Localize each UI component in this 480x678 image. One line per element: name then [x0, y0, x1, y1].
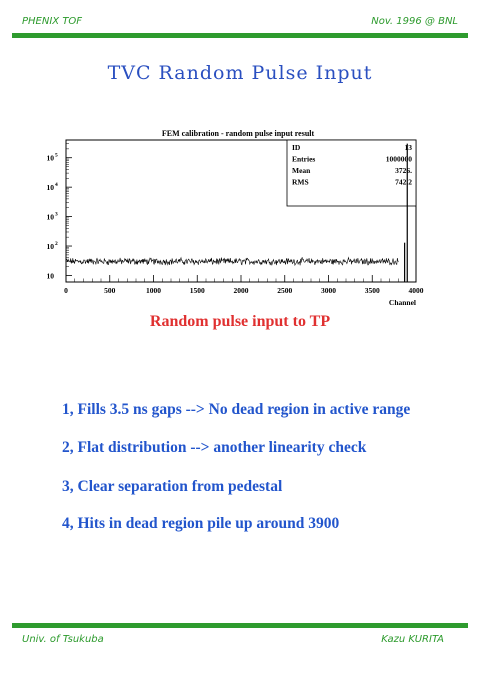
x-tick-label: 2500	[277, 286, 293, 295]
plot-title: FEM calibration - random pulse input result	[161, 129, 315, 138]
stats-value: 13	[404, 143, 412, 152]
bullet-2: 2, Flat distribution --> another linearity check	[62, 439, 367, 456]
page-title: TVC Random Pulse Input	[107, 62, 373, 84]
y-tick-exponent: 4	[55, 182, 58, 189]
histogram-chart	[0, 0, 480, 320]
y-tick-exponent: 3	[55, 211, 58, 218]
x-tick-label: 4000	[408, 286, 424, 295]
stats-value: 742.2	[395, 177, 412, 187]
y-tick-exponent: 5	[55, 152, 58, 159]
footer-right: Kazu KURITA	[381, 634, 444, 645]
stats-box	[287, 140, 416, 206]
histogram-series	[66, 258, 398, 266]
y-tick-label: 10	[46, 242, 54, 252]
plot-caption: Random pulse input to TP	[149, 313, 331, 330]
footer-rule	[12, 623, 468, 628]
bullet-1: 1, Fills 3.5 ns gaps --> No dead region in active range	[62, 401, 411, 418]
x-tick-label: 500	[104, 286, 116, 295]
stats-label: Mean	[292, 166, 311, 175]
footer-left: Univ. of Tsukuba	[22, 634, 104, 645]
header-left: PHENIX TOF	[22, 16, 83, 27]
y-tick-label: 10	[46, 183, 54, 193]
bullet-3: 3, Clear separation from pedestal	[62, 478, 283, 495]
x-axis	[64, 275, 424, 295]
x-tick-label: 3000	[321, 286, 336, 295]
y-tick-label: 10	[46, 212, 54, 222]
x-tick-label: 1500	[189, 286, 205, 295]
stats-label: ID	[292, 143, 301, 152]
header-right: Nov. 1996 @ BNL	[371, 16, 458, 27]
stats-value: 3726.	[395, 166, 412, 175]
y-tick-exponent: 2	[55, 241, 58, 248]
x-tick-label: 2000	[233, 286, 249, 295]
stats-label: Entries	[292, 154, 316, 164]
x-axis-label: Channel	[388, 298, 416, 307]
x-tick-label: 1000	[146, 286, 161, 295]
stats-label: RMS	[292, 177, 309, 187]
y-tick-label: 10	[46, 153, 54, 163]
y-tick-label: 10	[46, 271, 54, 281]
x-tick-label: 3500	[364, 286, 380, 295]
stats-value: 1000000	[385, 154, 412, 164]
bullet-4: 4, Hits in dead region pile up around 3900	[62, 515, 340, 532]
x-tick-label: 0	[64, 286, 68, 295]
